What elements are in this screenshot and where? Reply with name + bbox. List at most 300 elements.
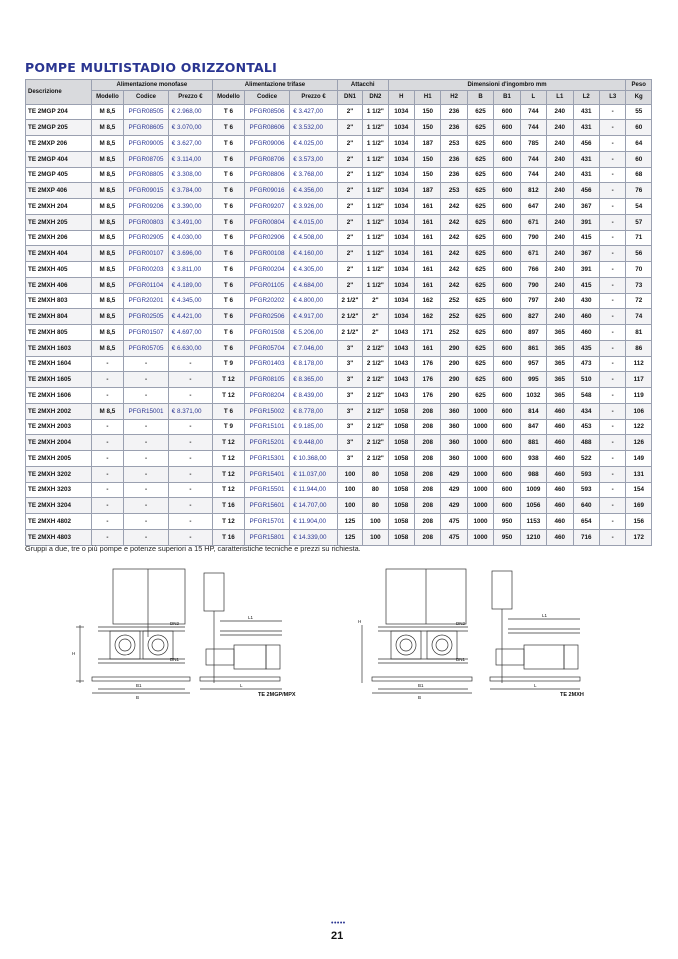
table-cell: 161 <box>414 277 440 293</box>
table-cell: € 4.421,00 <box>168 309 212 325</box>
table-cell: 60 <box>626 120 652 136</box>
table-cell: 360 <box>441 435 467 451</box>
footnote: Gruppi a due, tre o più pompe e potenze superiori a 15 HP, caratteristiche tecniche e prezzi su richiesta. <box>25 544 361 553</box>
table-cell: - <box>168 529 212 545</box>
table-cell: 600 <box>494 356 520 372</box>
table-cell: € 10.368,00 <box>290 451 338 467</box>
table-cell: T 9 <box>213 356 245 372</box>
table-row <box>26 230 652 246</box>
table-cell: € 5.206,00 <box>290 325 338 341</box>
table-cell: 1000 <box>467 514 493 530</box>
table-cell: T 6 <box>213 136 245 152</box>
table-cell: € 4.697,00 <box>168 325 212 341</box>
table-cell: 600 <box>494 466 520 482</box>
table-cell: 1034 <box>388 120 414 136</box>
row-description: TE 2MXH 4802 <box>26 514 92 530</box>
table-cell: T 6 <box>213 277 245 293</box>
table-cell: - <box>124 529 168 545</box>
table-cell: 600 <box>494 151 520 167</box>
col-header-h: H <box>388 91 414 105</box>
table-cell: - <box>168 388 212 404</box>
table-cell: € 4.160,00 <box>290 246 338 262</box>
table-cell: M 8,5 <box>91 120 124 136</box>
table-cell: 744 <box>520 167 546 183</box>
row-description: TE 2MXH 1604 <box>26 356 92 372</box>
dim-b-right: B <box>418 695 422 700</box>
table-cell: 2 1/2" <box>363 435 388 451</box>
table-cell: 2 1/2" <box>363 451 388 467</box>
col-header-l1: L1 <box>547 91 573 105</box>
table-cell: 253 <box>441 183 467 199</box>
col-header-codice-trifase: Codice <box>244 91 289 105</box>
table-cell: € 6.630,00 <box>168 340 212 356</box>
table-cell: 236 <box>441 151 467 167</box>
table-cell: PFGR00204 <box>244 262 289 278</box>
col-header-modello-monofase: Modello <box>91 91 124 105</box>
table-cell: 1034 <box>388 246 414 262</box>
table-cell: T 12 <box>213 466 245 482</box>
table-cell: M 8,5 <box>91 277 124 293</box>
table-cell: 415 <box>573 230 599 246</box>
table-cell: M 8,5 <box>91 325 124 341</box>
col-header-h2: H2 <box>441 91 467 105</box>
table-cell: 1 1/2" <box>363 151 388 167</box>
table-cell: 600 <box>494 388 520 404</box>
table-cell: 435 <box>573 340 599 356</box>
table-cell: € 11.904,00 <box>290 514 338 530</box>
table-cell: PFGR00108 <box>244 246 289 262</box>
table-cell: € 8.371,00 <box>168 403 212 419</box>
table-cell: 453 <box>573 419 599 435</box>
table-cell: 76 <box>626 183 652 199</box>
table-cell: PFGR08606 <box>244 120 289 136</box>
table-cell: - <box>599 183 626 199</box>
table-cell: 2" <box>337 151 362 167</box>
table-cell: 1 1/2" <box>363 120 388 136</box>
table-cell: - <box>124 498 168 514</box>
table-cell: 240 <box>547 167 573 183</box>
table-cell: T 6 <box>213 199 245 215</box>
table-cell: 154 <box>626 482 652 498</box>
table-cell: 149 <box>626 451 652 467</box>
table-cell: € 9.185,00 <box>290 419 338 435</box>
table-cell: 625 <box>467 356 493 372</box>
table-row <box>26 214 652 230</box>
table-cell: T 6 <box>213 120 245 136</box>
table-cell: 240 <box>547 183 573 199</box>
table-cell: 3" <box>337 372 362 388</box>
table-cell: - <box>599 325 626 341</box>
table-cell: € 8.778,00 <box>290 403 338 419</box>
table-cell: - <box>599 372 626 388</box>
table-cell: PFGR08506 <box>244 104 289 120</box>
row-description: TE 2MXH 1603 <box>26 340 92 356</box>
table-row <box>26 403 652 419</box>
table-cell: - <box>124 435 168 451</box>
table-cell: 1034 <box>388 136 414 152</box>
table-cell: 106 <box>626 403 652 419</box>
table-cell: - <box>599 388 626 404</box>
table-cell: 240 <box>547 230 573 246</box>
table-cell: 431 <box>573 104 599 120</box>
table-cell: - <box>124 514 168 530</box>
table-cell: - <box>168 451 212 467</box>
table-cell: PFGR00203 <box>124 262 168 278</box>
table-cell: PFGR15801 <box>244 529 289 545</box>
table-cell: 625 <box>467 388 493 404</box>
table-cell: 790 <box>520 230 546 246</box>
col-header-modello-trifase: Modello <box>213 91 245 105</box>
table-cell: 460 <box>547 466 573 482</box>
table-cell: 429 <box>441 466 467 482</box>
table-cell: 600 <box>494 136 520 152</box>
table-row <box>26 340 652 356</box>
table-cell: PFGR02906 <box>244 230 289 246</box>
table-cell: 365 <box>547 388 573 404</box>
table-cell: 1058 <box>388 514 414 530</box>
table-cell: PFGR08805 <box>124 167 168 183</box>
table-cell: T 12 <box>213 482 245 498</box>
row-description: TE 2MXH 3204 <box>26 498 92 514</box>
table-cell: 1043 <box>388 356 414 372</box>
row-description: TE 2MXH 404 <box>26 246 92 262</box>
table-cell: PFGR02506 <box>244 309 289 325</box>
table-cell: 242 <box>441 246 467 262</box>
col-header-prezzo-monofase: Prezzo € <box>168 91 212 105</box>
table-cell: 2" <box>337 104 362 120</box>
table-cell: 995 <box>520 372 546 388</box>
table-cell: € 7.046,00 <box>290 340 338 356</box>
table-cell: € 4.800,00 <box>290 293 338 309</box>
table-cell: 169 <box>626 498 652 514</box>
col-header-dn1: DN1 <box>337 91 362 105</box>
table-cell: 1 1/2" <box>363 167 388 183</box>
table-cell: PFGR02505 <box>124 309 168 325</box>
table-row <box>26 167 652 183</box>
table-cell: € 3.573,00 <box>290 151 338 167</box>
table-cell: T 16 <box>213 529 245 545</box>
table-cell: 2" <box>337 183 362 199</box>
table-cell: 1000 <box>467 419 493 435</box>
table-cell: 242 <box>441 262 467 278</box>
table-cell: 3" <box>337 435 362 451</box>
table-cell: 2" <box>363 309 388 325</box>
table-cell: 1034 <box>388 104 414 120</box>
table-cell: 600 <box>494 120 520 136</box>
table-cell: PFGR08204 <box>244 388 289 404</box>
table-cell: 1056 <box>520 498 546 514</box>
table-cell: 236 <box>441 120 467 136</box>
col-header-kg: Kg <box>626 91 652 105</box>
col-header-prezzo-trifase: Prezzo € <box>290 91 338 105</box>
row-description: TE 2MXH 2003 <box>26 419 92 435</box>
table-cell: 2 1/2" <box>363 388 388 404</box>
table-cell: 625 <box>467 151 493 167</box>
table-cell: € 8.439,00 <box>290 388 338 404</box>
table-cell: 797 <box>520 293 546 309</box>
price-table <box>25 79 652 546</box>
table-cell: T 6 <box>213 340 245 356</box>
table-cell: 827 <box>520 309 546 325</box>
table-cell: T 12 <box>213 435 245 451</box>
table-cell: 510 <box>573 372 599 388</box>
table-cell: 2" <box>337 167 362 183</box>
table-cell: T 6 <box>213 230 245 246</box>
row-description: TE 2MGP 204 <box>26 104 92 120</box>
table-cell: 240 <box>547 293 573 309</box>
table-cell: PFGR05705 <box>124 340 168 356</box>
table-row <box>26 136 652 152</box>
table-cell: 625 <box>467 104 493 120</box>
table-cell: € 14.339,00 <box>290 529 338 545</box>
table-cell: - <box>124 419 168 435</box>
table-cell: 600 <box>494 435 520 451</box>
table-cell: - <box>599 230 626 246</box>
table-cell: 240 <box>547 151 573 167</box>
col-header-b1: B1 <box>494 91 520 105</box>
table-cell: 161 <box>414 214 440 230</box>
table-cell: - <box>599 151 626 167</box>
table-cell: T 6 <box>213 151 245 167</box>
table-cell: - <box>599 482 626 498</box>
table-cell: M 8,5 <box>91 340 124 356</box>
row-description: TE 2MXH 804 <box>26 309 92 325</box>
table-cell: - <box>168 514 212 530</box>
table-cell: M 8,5 <box>91 167 124 183</box>
table-cell: 1032 <box>520 388 546 404</box>
table-cell: 897 <box>520 325 546 341</box>
dim-b-left: B <box>136 695 140 700</box>
table-cell: T 6 <box>213 262 245 278</box>
table-cell: PFGR15601 <box>244 498 289 514</box>
table-cell: 600 <box>494 498 520 514</box>
table-cell: 460 <box>547 403 573 419</box>
table-cell: 593 <box>573 482 599 498</box>
table-row <box>26 262 652 278</box>
table-cell: PFGR09005 <box>124 136 168 152</box>
dim-dn1-right: DN1 <box>456 657 466 662</box>
table-cell: 460 <box>547 498 573 514</box>
table-cell: 1210 <box>520 529 546 545</box>
table-cell: 150 <box>414 104 440 120</box>
col-header-b: B <box>467 91 493 105</box>
table-cell: 3" <box>337 388 362 404</box>
table-cell: 1 1/2" <box>363 104 388 120</box>
table-cell: M 8,5 <box>91 214 124 230</box>
table-cell: 600 <box>494 403 520 419</box>
table-cell: - <box>599 466 626 482</box>
table-cell: - <box>168 482 212 498</box>
figure-label-right: TE 2MXH <box>560 692 584 698</box>
table-cell: 54 <box>626 199 652 215</box>
table-cell: 600 <box>494 325 520 341</box>
table-cell: T 12 <box>213 451 245 467</box>
table-cell: 1009 <box>520 482 546 498</box>
table-cell: € 4.015,00 <box>290 214 338 230</box>
table-cell: 600 <box>494 309 520 325</box>
dim-h-right: H <box>358 619 362 624</box>
table-row <box>26 104 652 120</box>
table-row <box>26 388 652 404</box>
table-cell: PFGR08605 <box>124 120 168 136</box>
table-row <box>26 419 652 435</box>
table-cell: - <box>599 514 626 530</box>
table-cell: 881 <box>520 435 546 451</box>
table-cell: 1000 <box>467 403 493 419</box>
row-description: TE 2MXH 204 <box>26 199 92 215</box>
table-cell: 290 <box>441 356 467 372</box>
table-cell: - <box>91 451 124 467</box>
table-cell: 600 <box>494 167 520 183</box>
table-cell: 242 <box>441 230 467 246</box>
table-cell: 1034 <box>388 167 414 183</box>
row-description: TE 2MXH 3203 <box>26 482 92 498</box>
table-cell: 162 <box>414 293 440 309</box>
table-cell: - <box>599 277 626 293</box>
table-cell: 55 <box>626 104 652 120</box>
table-cell: 391 <box>573 262 599 278</box>
table-cell: T 6 <box>213 246 245 262</box>
dim-dn2-left: DN2 <box>170 621 180 626</box>
table-row <box>26 482 652 498</box>
table-cell: - <box>599 293 626 309</box>
table-cell: 72 <box>626 293 652 309</box>
table-cell: PFGR15101 <box>244 419 289 435</box>
table-cell: 100 <box>337 482 362 498</box>
table-cell: - <box>599 435 626 451</box>
table-cell: 522 <box>573 451 599 467</box>
table-cell: PFGR08505 <box>124 104 168 120</box>
table-cell: 2" <box>337 246 362 262</box>
table-cell: - <box>124 372 168 388</box>
table-cell: PFGR00804 <box>244 214 289 230</box>
table-row <box>26 529 652 545</box>
table-cell: 1034 <box>388 277 414 293</box>
table-cell: 365 <box>547 325 573 341</box>
table-cell: 365 <box>547 356 573 372</box>
table-cell: 252 <box>441 309 467 325</box>
table-cell: 460 <box>547 514 573 530</box>
table-cell: - <box>599 356 626 372</box>
col-header-h1: H1 <box>414 91 440 105</box>
table-cell: 240 <box>547 120 573 136</box>
table-cell: 475 <box>441 529 467 545</box>
table-cell: € 3.768,00 <box>290 167 338 183</box>
table-cell: 71 <box>626 230 652 246</box>
table-cell: 1 1/2" <box>363 277 388 293</box>
table-cell: € 3.427,00 <box>290 104 338 120</box>
table-cell: 640 <box>573 498 599 514</box>
table-cell: 1 1/2" <box>363 262 388 278</box>
table-cell: 600 <box>494 214 520 230</box>
table-cell: 625 <box>467 167 493 183</box>
table-cell: - <box>599 529 626 545</box>
dim-l1-right: L1 <box>542 613 548 618</box>
col-header-l: L <box>520 91 546 105</box>
table-cell: 1034 <box>388 262 414 278</box>
table-cell: - <box>599 214 626 230</box>
table-cell: 600 <box>494 183 520 199</box>
table-cell: 68 <box>626 167 652 183</box>
table-cell: 2 1/2" <box>337 293 362 309</box>
table-cell: 240 <box>547 277 573 293</box>
table-cell: 950 <box>494 529 520 545</box>
table-cell: PFGR20202 <box>244 293 289 309</box>
row-description: TE 2MXH 4803 <box>26 529 92 545</box>
col-header-dn2: DN2 <box>363 91 388 105</box>
table-cell: 208 <box>414 466 440 482</box>
table-cell: 625 <box>467 340 493 356</box>
table-cell: 460 <box>573 325 599 341</box>
table-cell: M 8,5 <box>91 246 124 262</box>
table-cell: € 3.491,00 <box>168 214 212 230</box>
table-cell: € 3.308,00 <box>168 167 212 183</box>
table-cell: 176 <box>414 372 440 388</box>
table-cell: 80 <box>363 482 388 498</box>
table-cell: 1 1/2" <box>363 230 388 246</box>
table-cell: 1034 <box>388 230 414 246</box>
table-cell: 1058 <box>388 498 414 514</box>
table-cell: - <box>168 466 212 482</box>
table-cell: 391 <box>573 214 599 230</box>
side-panel <box>492 571 512 609</box>
table-cell: 150 <box>414 167 440 183</box>
table-cell: 208 <box>414 451 440 467</box>
row-description: TE 2MXH 406 <box>26 277 92 293</box>
table-cell: € 4.030,00 <box>168 230 212 246</box>
table-row <box>26 498 652 514</box>
row-description: TE 2MXH 2005 <box>26 451 92 467</box>
col-header-l2: L2 <box>573 91 599 105</box>
table-cell: 242 <box>441 199 467 215</box>
table-cell: T 9 <box>213 419 245 435</box>
table-cell: 365 <box>547 372 573 388</box>
table-cell: PFGR09016 <box>244 183 289 199</box>
table-cell: 290 <box>441 388 467 404</box>
table-cell: 1058 <box>388 529 414 545</box>
table-cell: 2 1/2" <box>337 309 362 325</box>
table-cell: 1 1/2" <box>363 199 388 215</box>
table-row <box>26 372 652 388</box>
table-cell: 171 <box>414 325 440 341</box>
table-cell: 430 <box>573 293 599 309</box>
table-cell: 1 1/2" <box>363 136 388 152</box>
pump-group-drawing-right <box>358 565 598 705</box>
table-cell: M 8,5 <box>91 183 124 199</box>
table-cell: 600 <box>494 372 520 388</box>
table-cell: PFGR09206 <box>124 199 168 215</box>
table-cell: - <box>599 340 626 356</box>
table-cell: 625 <box>467 372 493 388</box>
table-row <box>26 435 652 451</box>
table-cell: 434 <box>573 403 599 419</box>
table-cell: 2" <box>337 262 362 278</box>
table-cell: € 2.968,00 <box>168 104 212 120</box>
table-cell: € 3.696,00 <box>168 246 212 262</box>
table-cell: 460 <box>547 451 573 467</box>
table-cell: 488 <box>573 435 599 451</box>
page-number: 21 <box>331 930 344 942</box>
row-description: TE 2MXH 1605 <box>26 372 92 388</box>
table-row <box>26 120 652 136</box>
table-cell: - <box>91 419 124 435</box>
table-cell: 600 <box>494 482 520 498</box>
table-cell: 938 <box>520 451 546 467</box>
table-cell: - <box>599 136 626 152</box>
table-cell: 812 <box>520 183 546 199</box>
table-cell: M 8,5 <box>91 199 124 215</box>
table-cell: PFGR15002 <box>244 403 289 419</box>
